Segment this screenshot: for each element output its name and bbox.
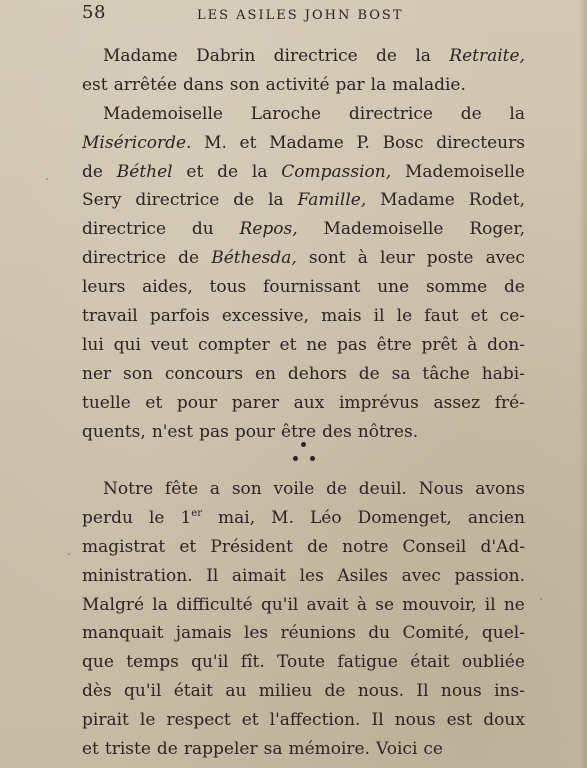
running-title: LES ASILES JOHN BOST: [197, 8, 404, 23]
word: ne: [503, 594, 525, 615]
text-line: [82, 302, 525, 331]
word: compter: [197, 334, 270, 355]
text-line: [82, 331, 525, 360]
word: son: [123, 363, 153, 384]
word: de: [178, 248, 200, 269]
word: a: [209, 479, 221, 499]
word: la: [152, 594, 168, 615]
word: pas: [337, 334, 367, 355]
text-line: [82, 158, 525, 187]
word: de: [503, 277, 525, 298]
word: lui: [82, 334, 104, 355]
paragraph: [82, 100, 525, 447]
word: avec: [401, 565, 441, 586]
word: habi-: [481, 363, 525, 384]
word: il: [484, 594, 496, 615]
word: maladie.: [392, 74, 466, 95]
word: ner: [82, 363, 112, 384]
text-line: [82, 677, 525, 706]
word: Roger,: [469, 219, 525, 240]
word: sa: [263, 739, 283, 760]
word: difficulté: [176, 594, 253, 615]
word: leur: [380, 248, 415, 269]
word: respect: [166, 710, 231, 731]
word: réunions: [280, 623, 356, 644]
word: 1er: [180, 507, 202, 528]
word: Dabrin: [196, 46, 256, 66]
word: Toute: [277, 652, 326, 673]
page-number: 58: [82, 2, 106, 23]
text-line: [82, 129, 525, 158]
paragraph: [82, 42, 525, 100]
word: les: [299, 565, 324, 586]
word: Famille,: [297, 190, 367, 211]
word: ce: [423, 739, 443, 760]
word: le: [139, 710, 156, 731]
word: d'Ad-: [480, 536, 525, 557]
word: Retraite,: [449, 46, 525, 66]
word: somme: [425, 277, 488, 298]
word: Il: [371, 710, 384, 731]
text-line: [82, 504, 525, 533]
word: Léo: [310, 507, 342, 528]
word: directrice: [348, 103, 433, 124]
word: Domenget,: [357, 507, 452, 528]
text-line: [82, 186, 525, 215]
word: notre: [342, 536, 389, 557]
word: qu'il: [191, 652, 229, 673]
asterism-dot: [310, 456, 315, 461]
paper-speck: [46, 178, 48, 180]
word: triste: [104, 739, 151, 760]
word: oubliée: [461, 652, 525, 673]
word: Miséricorde.: [82, 132, 192, 153]
text-line: [82, 42, 525, 71]
word: perdu: [82, 507, 133, 528]
word: fré-: [494, 392, 525, 413]
word: tâche: [422, 363, 470, 384]
word: était: [410, 652, 450, 673]
word: à: [357, 248, 368, 269]
word: directrice: [135, 190, 220, 211]
word: voile: [273, 479, 315, 499]
word: qu'il: [260, 594, 299, 615]
word: de: [326, 479, 348, 499]
word: activité: [265, 74, 330, 95]
word: ministration.: [82, 565, 193, 586]
word: nôtres.: [357, 421, 419, 442]
word: Voici: [376, 739, 418, 760]
word: P.: [356, 132, 370, 153]
word: passion.: [454, 565, 525, 586]
word: de: [358, 363, 380, 384]
word: Mademoiselle: [404, 161, 525, 182]
word: la: [251, 161, 268, 182]
text-line: [82, 389, 525, 418]
word: deuil.: [358, 479, 407, 499]
word: avons: [475, 479, 525, 499]
word: en: [255, 363, 277, 384]
word: mouvoir,: [402, 594, 477, 615]
asterism-dot: [301, 442, 306, 447]
word: du: [368, 623, 391, 644]
word: Notre: [103, 479, 154, 499]
body-text-bottom: [82, 475, 525, 764]
word: Mademoiselle: [103, 103, 223, 124]
word: par: [335, 74, 365, 95]
word: nous.: [357, 681, 405, 702]
word: dehors: [287, 363, 347, 384]
word: et: [279, 334, 297, 355]
word: dans: [183, 74, 224, 95]
word: prêt: [421, 334, 458, 355]
body-text-top: [82, 42, 525, 446]
word: Laroche: [250, 103, 322, 124]
text-line: [82, 706, 525, 735]
word: de: [376, 46, 397, 66]
word: qu'il: [124, 681, 162, 702]
word: de: [307, 536, 329, 557]
word: directeurs: [436, 132, 525, 153]
word: son: [231, 479, 262, 499]
word: pour: [176, 392, 218, 413]
text-line: [82, 533, 525, 562]
word: Président: [210, 536, 293, 557]
word: de: [460, 103, 482, 124]
word: Mademoiselle: [323, 219, 444, 240]
text-line: [82, 71, 525, 100]
word: fît.: [240, 652, 265, 673]
word: travail: [82, 306, 138, 327]
paragraph: [82, 475, 525, 764]
word: et: [470, 306, 488, 327]
word: mai,: [218, 507, 256, 528]
word: et: [179, 536, 197, 557]
word: l'affection.: [269, 710, 361, 731]
word: Nous: [418, 479, 464, 499]
word: fête: [164, 479, 199, 499]
word: Béthesda,: [211, 248, 297, 269]
word: est: [82, 74, 108, 95]
word: M.: [271, 507, 294, 528]
word: Madame: [380, 190, 455, 211]
text-line: [82, 273, 525, 302]
word: fournissant: [263, 277, 361, 298]
word: Rodet,: [468, 190, 525, 211]
word: quents,: [82, 421, 146, 442]
word: Asiles: [337, 565, 389, 586]
word: du: [191, 219, 214, 240]
word: manquait: [82, 623, 164, 644]
word: Repos,: [239, 219, 298, 240]
word: de: [217, 161, 239, 182]
word: doux: [483, 710, 525, 731]
word: M.: [204, 132, 227, 153]
word: être: [281, 421, 317, 442]
word: de: [324, 681, 346, 702]
word: tuelle: [82, 392, 131, 413]
paper-speck: [68, 553, 70, 555]
word: sont: [308, 248, 346, 269]
word: était: [173, 681, 214, 702]
word: assez: [433, 392, 481, 413]
word: il: [373, 306, 385, 327]
text-line: [82, 591, 525, 620]
word: excessive,: [221, 306, 309, 327]
word: aimait: [231, 565, 287, 586]
text-line: [82, 360, 525, 389]
word: quel-: [481, 623, 525, 644]
word: la: [509, 103, 525, 124]
word: Conseil: [402, 536, 467, 557]
word: le: [148, 507, 165, 528]
word: mémoire.: [288, 739, 371, 760]
word: la: [268, 190, 284, 211]
word: Madame: [269, 132, 344, 153]
word: Madame: [103, 46, 178, 66]
word: à: [467, 334, 478, 355]
text-line: [82, 475, 525, 504]
word: à: [356, 594, 368, 615]
word: une: [377, 277, 410, 298]
word: la: [415, 46, 431, 66]
word: ins-: [494, 681, 525, 702]
word: jamais: [175, 623, 232, 644]
word: les: [243, 623, 269, 644]
word: ce-: [499, 306, 525, 327]
asterism-divider: [285, 440, 325, 466]
word: Il: [206, 565, 219, 586]
word: faut: [424, 306, 459, 327]
text-line: [82, 619, 525, 648]
word: n'est: [151, 421, 194, 442]
text-line: [82, 215, 525, 244]
word: ne: [306, 334, 328, 355]
word: veut: [150, 334, 189, 355]
word: que: [82, 652, 114, 673]
page-edge-shadow: [579, 0, 587, 768]
word: de: [156, 739, 178, 760]
text-line: [82, 735, 525, 764]
word: Comité,: [402, 623, 470, 644]
word: aides,: [142, 277, 193, 298]
text-line: [82, 648, 525, 677]
word: avec: [485, 248, 525, 269]
word: se: [375, 594, 395, 615]
word: parer: [231, 392, 280, 413]
word: concours: [164, 363, 244, 384]
word: parfois: [149, 306, 210, 327]
word: fatigue: [337, 652, 398, 673]
word: qui: [113, 334, 141, 355]
text-line: [82, 562, 525, 591]
word: mais: [321, 306, 362, 327]
page-header: [82, 2, 522, 28]
word: au: [225, 681, 247, 702]
word: rappeler: [183, 739, 258, 760]
word: et: [82, 739, 99, 760]
word: et: [239, 132, 257, 153]
word: nous: [440, 681, 482, 702]
word: imprévus: [338, 392, 419, 413]
word: poste: [426, 248, 474, 269]
word: sa: [391, 363, 411, 384]
word: de: [82, 161, 103, 182]
word: la: [370, 74, 387, 95]
text-line: [82, 100, 525, 129]
word: directrice: [82, 248, 167, 269]
text-line: [82, 244, 525, 273]
word: directrice: [273, 46, 358, 66]
word: don-: [487, 334, 525, 355]
word: dès: [82, 681, 112, 702]
word: magistrat: [82, 536, 166, 557]
word: son: [229, 74, 260, 95]
word: pas: [199, 421, 229, 442]
word: nous: [394, 710, 436, 731]
word: Compassion,: [281, 161, 392, 182]
word: de: [233, 190, 255, 211]
word: arrêtée: [113, 74, 178, 95]
word: Il: [416, 681, 429, 702]
word: Bosc: [382, 132, 424, 153]
word: pirait: [82, 710, 129, 731]
word: milieu: [258, 681, 313, 702]
asterism-dot: [293, 456, 298, 461]
word: leurs: [82, 277, 126, 298]
word: être: [376, 334, 412, 355]
word: tous: [209, 277, 247, 298]
word: le: [396, 306, 413, 327]
word: et: [145, 392, 163, 413]
paper-speck: [540, 598, 542, 600]
word: Béthel: [116, 161, 173, 182]
word: avait: [306, 594, 349, 615]
word: directrice: [82, 219, 167, 240]
word: Sery: [82, 190, 122, 211]
word: temps: [126, 652, 179, 673]
word: est: [446, 710, 473, 731]
word: Malgré: [82, 594, 145, 615]
word: et: [186, 161, 204, 182]
word: ancien: [467, 507, 525, 528]
word: pour: [234, 421, 276, 442]
word: aux: [293, 392, 325, 413]
word: et: [241, 710, 259, 731]
word: des: [322, 421, 352, 442]
